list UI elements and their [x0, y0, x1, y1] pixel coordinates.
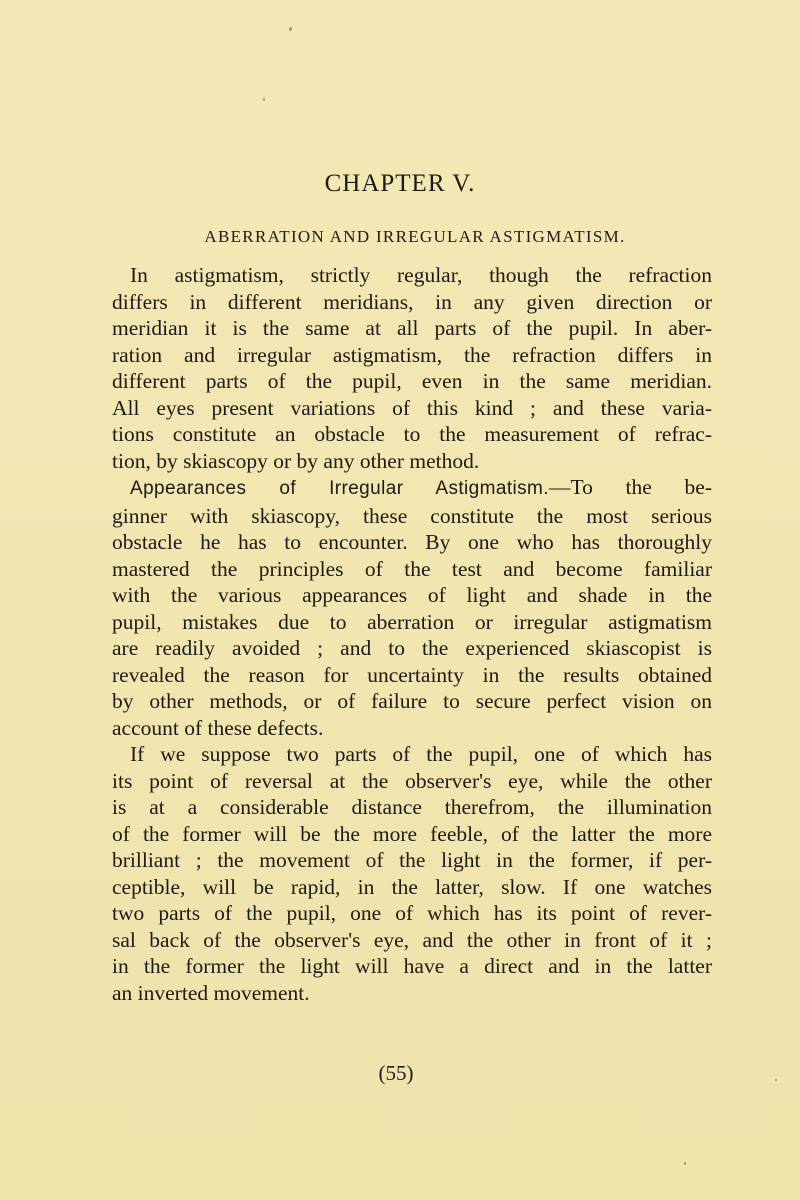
text-line: in the former the light will have a direct and in the latter [112, 954, 712, 978]
text-line: by other methods, or of failure to secure perfect vision on [112, 689, 712, 713]
paper-speck [289, 27, 292, 31]
text-line [112, 474, 712, 503]
text-line: pupil, mistakes due to aberration or irregular astigmatism [112, 609, 712, 634]
chapter-heading: CHAPTER V. [324, 170, 476, 197]
text-line: ration and irregular astigmatism, the refraction differs in [112, 342, 712, 367]
text-line: account of these defects. [112, 715, 324, 740]
text-line: obstacle he has to encounter. By one who has thoroughly [112, 530, 712, 554]
run-in-heading-continuation: —To the be- [548, 475, 713, 499]
text-line: its point of reversal at the observer's eye, while the other [112, 768, 712, 793]
text-line: sal back of the observer's eye, and the other in front of it ; [112, 927, 712, 952]
text-line: mastered the principles of the test and become familiar [112, 556, 712, 581]
text-line: different parts of the pupil, even in the same meridian. [112, 369, 712, 393]
run-in-heading: Appearances of Irregular Astigmatism. [130, 478, 549, 499]
text-line: of the former will be the more feeble, of the latter the more [112, 821, 712, 846]
text-line: ceptible, will be rapid, in the latter, slow. If one watches [112, 874, 712, 899]
text-line: All eyes present variations of this kind ; and these varia- [112, 395, 712, 420]
paper-speck [263, 98, 265, 101]
text-line: ginner with skiascopy, these constitute the most serious [112, 503, 712, 528]
text-line: revealed the reason for uncertainty in the results obtained [112, 662, 712, 687]
text-line: In astigmatism, strictly regular, though the refraction [130, 263, 712, 287]
text-line: two parts of the pupil, one of which has its point of rever- [112, 901, 712, 925]
text-line: meridian it is the same at all parts of the pupil. In aber- [112, 316, 712, 340]
text-line: If we suppose two parts of the pupil, one of which has [130, 742, 712, 766]
text-line: tions constitute an obstacle to the measurement of refrac- [112, 422, 712, 446]
paragraph-3 [112, 741, 712, 1006]
text-line: brilliant ; the movement of the light in the former, if per- [112, 848, 712, 872]
text-line: tion, by skiascopy or by any other method. [112, 448, 480, 473]
body-text [112, 262, 712, 1006]
page-number: (55) [378, 1061, 414, 1085]
paragraph-1 [112, 262, 712, 474]
paper-speck [684, 1162, 686, 1165]
text-line: with the various appearances of light and shade in the [112, 583, 712, 607]
text-line: is at a considerable distance therefrom, the illumination [112, 795, 712, 819]
paragraph-2 [112, 474, 712, 741]
text-line: differs in different meridians, in any given direction or [112, 289, 712, 314]
text-line: an inverted movement. [112, 980, 310, 1005]
text-line: are readily avoided ; and to the experienced skiascopist is [112, 636, 712, 660]
section-heading: ABERRATION AND IRREGULAR ASTIGMATISM. [204, 227, 626, 246]
